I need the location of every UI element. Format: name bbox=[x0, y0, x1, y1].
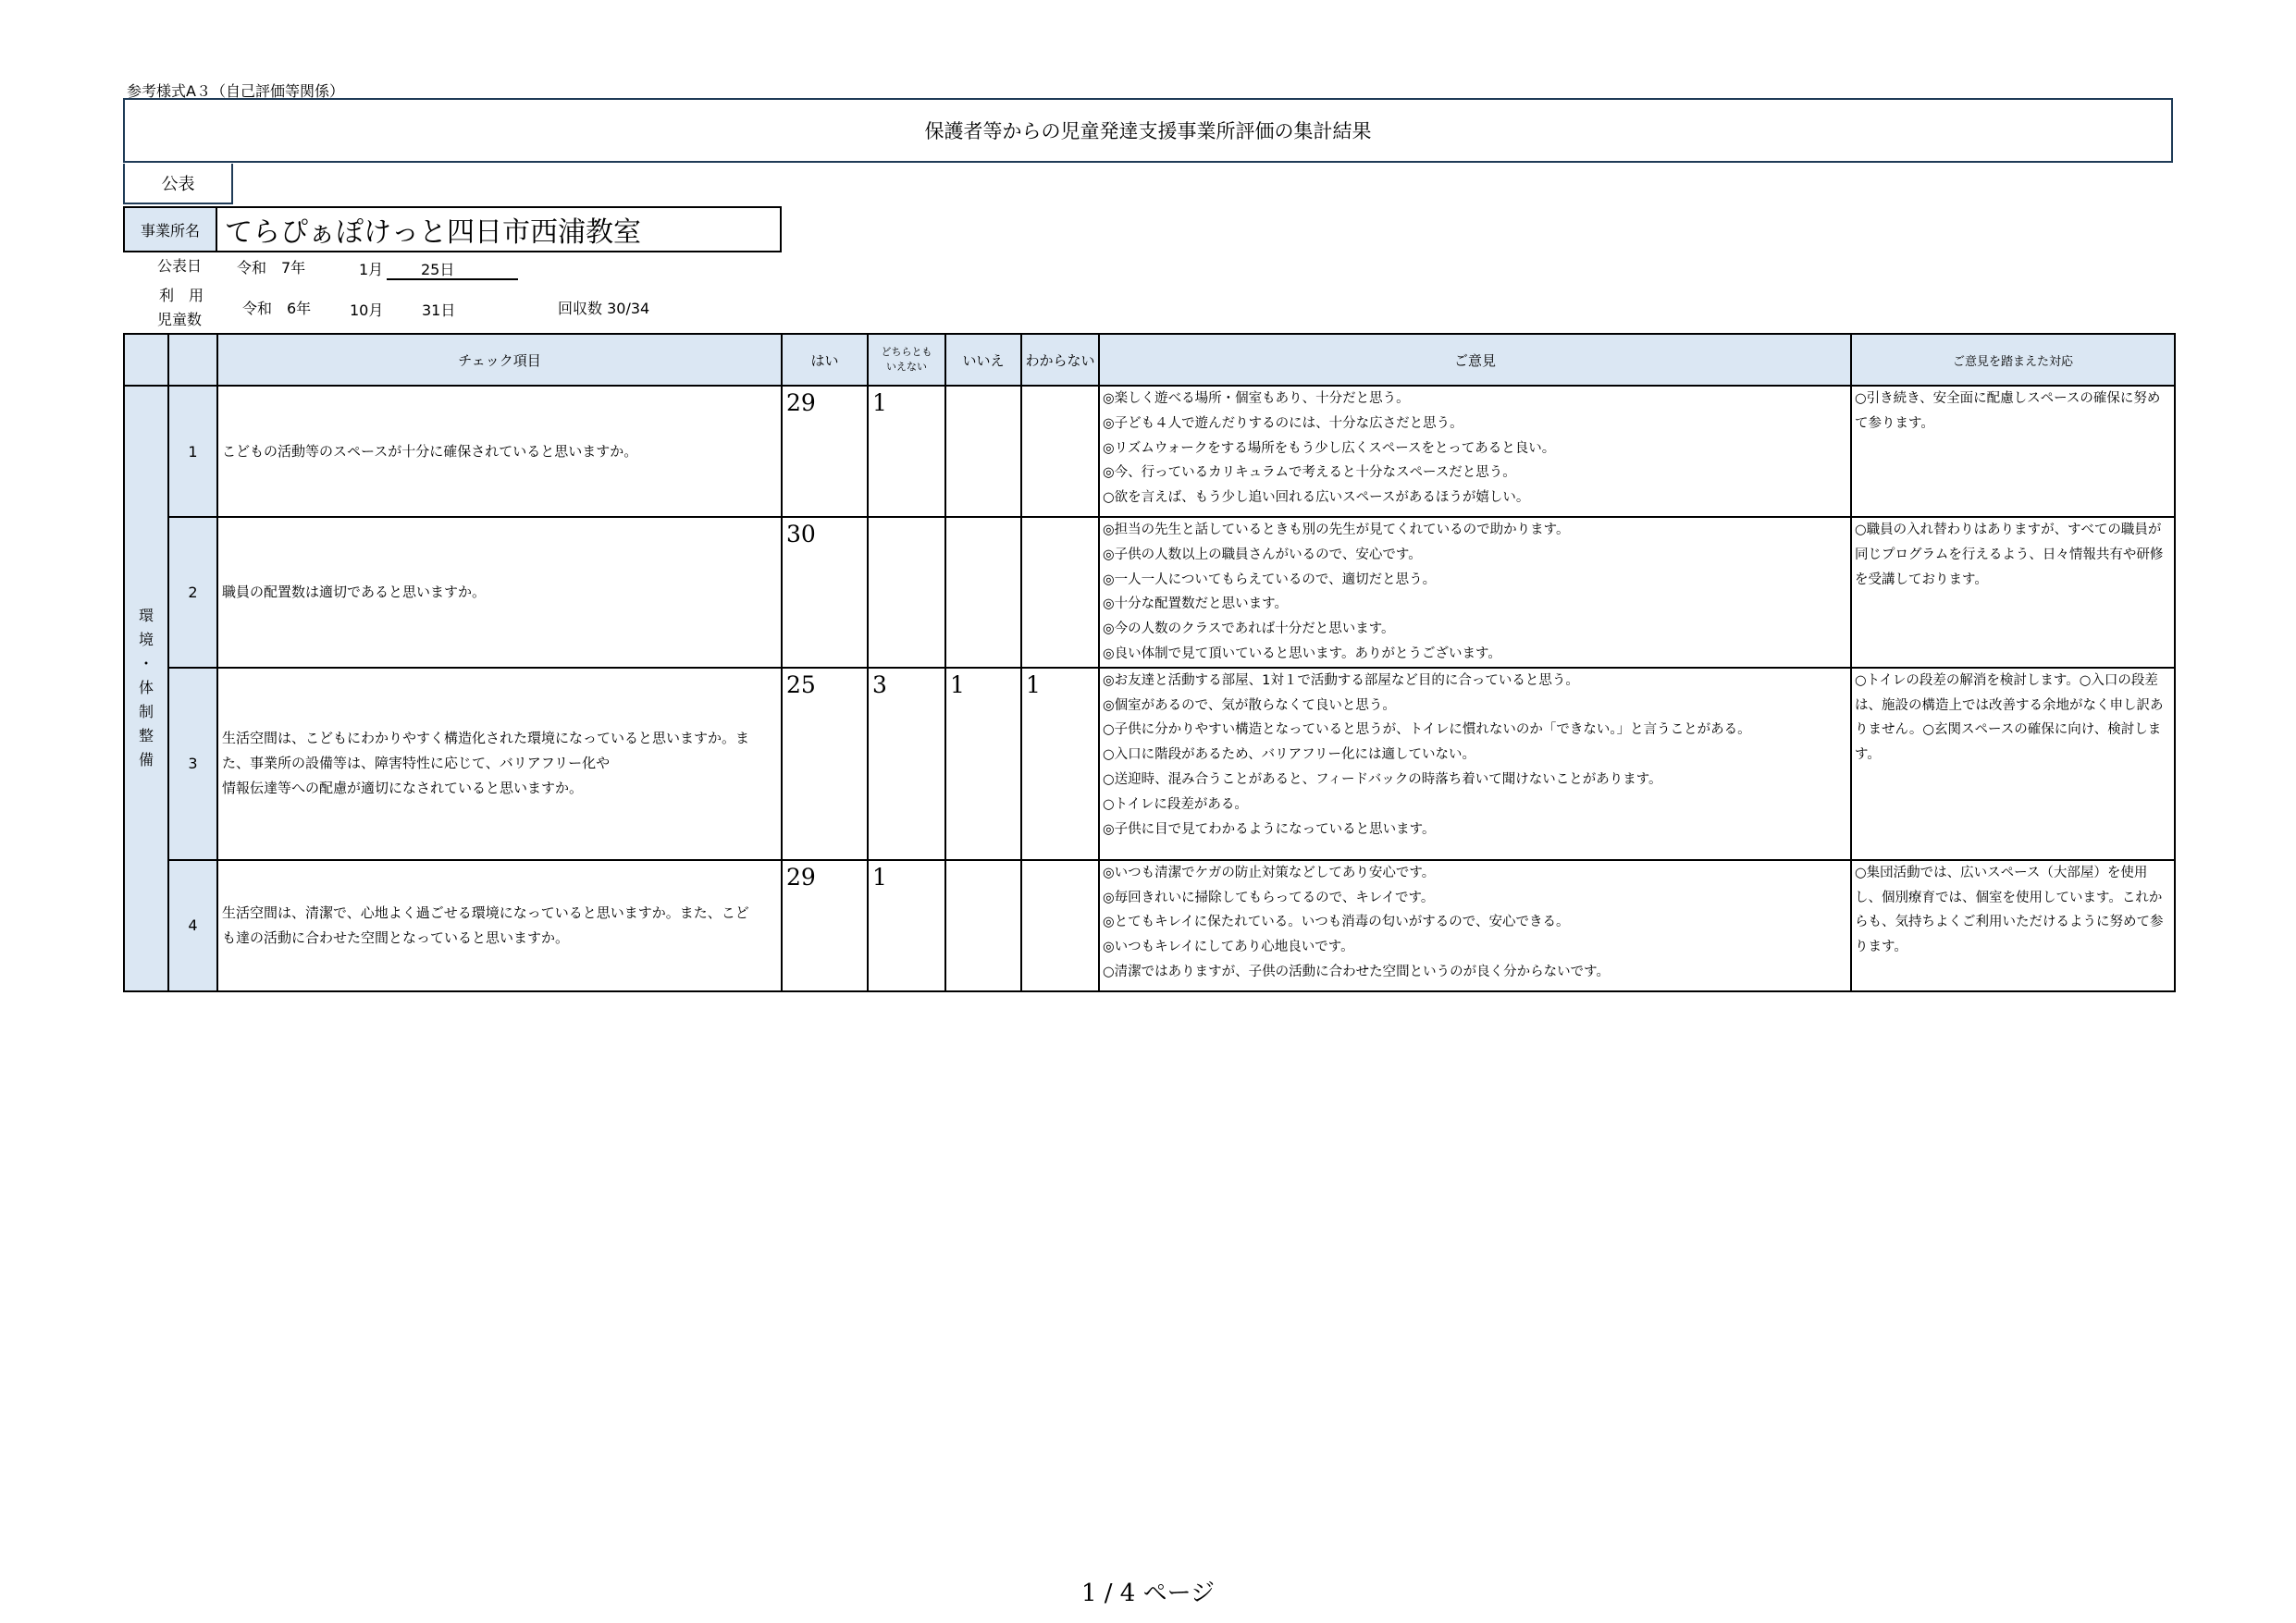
category-char: ・ bbox=[138, 655, 154, 673]
table-row bbox=[124, 517, 2175, 668]
category-char: 環 bbox=[138, 607, 154, 625]
office-name: てらぴぁぽけっと四日市西浦教室 bbox=[217, 206, 782, 252]
opinion-line: ◎担当の先生と話しているときも別の先生が見てくれているので助かります。 bbox=[1103, 523, 1570, 537]
opinion-line: ◎子ども４人で遊んだりするのには、十分な広さだと思う。 bbox=[1103, 415, 1463, 431]
opinion-line: ◎子供に目で見てわかるようになっていると思います。 bbox=[1103, 821, 1436, 837]
opinion-line: ◎十分な配置数だと思います。 bbox=[1103, 596, 1288, 612]
users-label-2: 児童数 bbox=[157, 311, 203, 328]
header-yes: はい bbox=[782, 334, 868, 386]
opinion-line: ◎良い体制で見て頂いていると思います。ありがとうございます。 bbox=[1103, 646, 1501, 661]
question-text bbox=[217, 386, 782, 517]
category-environment bbox=[124, 386, 168, 991]
row-number: 3 bbox=[168, 668, 217, 860]
opinions-cell bbox=[1099, 386, 1851, 517]
publish-year: 7年 bbox=[281, 259, 306, 277]
users-day: 31日 bbox=[422, 301, 456, 319]
category-char: 備 bbox=[138, 751, 154, 769]
publish-date-label: 公表日 bbox=[157, 257, 203, 275]
unknown-count bbox=[1021, 517, 1099, 668]
unknown-count: 1 bbox=[1021, 668, 1099, 860]
users-era: 令和 bbox=[242, 300, 273, 317]
row-number: 1 bbox=[168, 386, 217, 517]
form-label: 参考様式A３（自己評価等関係） bbox=[127, 82, 344, 100]
yes-count: 29 bbox=[782, 386, 868, 517]
opinion-line: ◎毎回きれいに掃除してもらってるので、キレイです。 bbox=[1103, 890, 1435, 905]
header-responses: ご意見を踏まえた対応 bbox=[1851, 334, 2175, 386]
opinion-line: ◎楽しく遊べる場所・個室もあり、十分だと思う。 bbox=[1103, 391, 1410, 406]
question-line: 情報伝達等への配慮が適切になされていると思いますか。 bbox=[222, 780, 584, 797]
yes-count: 30 bbox=[782, 517, 868, 668]
header-unknown: わからない bbox=[1021, 334, 1099, 386]
neither-count: 1 bbox=[868, 386, 945, 517]
publish-era: 令和 bbox=[237, 259, 267, 277]
page-number: 1 / 4 ページ bbox=[1080, 1580, 1216, 1607]
header-neither-line1: どちらとも bbox=[881, 346, 932, 358]
neither-count: 1 bbox=[868, 860, 945, 991]
opinion-line: ◎今、行っているカリキュラムで考えると十分なスペースだと思う。 bbox=[1103, 465, 1516, 481]
question-text bbox=[217, 860, 782, 991]
question-line: こどもの活動等のスペースが十分に確保されていると思いますか。 bbox=[222, 442, 638, 460]
opinion-line: ◎今の人数のクラスであれば十分だと思います。 bbox=[1103, 621, 1395, 637]
opinions-cell bbox=[1099, 860, 1851, 991]
response-cell bbox=[1851, 386, 2175, 517]
opinion-line: ◎いつもキレイにしてあり心地良いです。 bbox=[1103, 940, 1354, 955]
category-char: 整 bbox=[138, 727, 154, 745]
opinion-line: ◎子供の人数以上の職員さんがいるので、安心です。 bbox=[1103, 547, 1422, 562]
publish-day: 25日 bbox=[421, 261, 455, 278]
question-text bbox=[217, 517, 782, 668]
response-text: ○職員の入れ替わりはありますが、すべての職員が同じプログラムを行えるよう、日々情報共有や研修を受講しております。 bbox=[1855, 523, 2164, 587]
opinion-line: ◎いつも清潔でケガの防止対策などしてあり安心です。 bbox=[1103, 865, 1436, 880]
opinion-line: ○送迎時、混み合うことがあると、フィードバックの時落ち着いて聞けないことがあります。 bbox=[1103, 771, 1662, 787]
opinion-line: ○清潔ではありますが、子供の活動に合わせた空間というのが良く分からないです。 bbox=[1103, 964, 1610, 979]
response-cell bbox=[1851, 668, 2175, 860]
category-char: 制 bbox=[138, 703, 154, 721]
users-label-1: 利 用 bbox=[159, 287, 204, 304]
office-label: 事業所名 bbox=[123, 206, 217, 252]
opinion-line: ◎一人一人についてもらえているので、適切だと思う。 bbox=[1103, 572, 1437, 587]
publish-month: 1月 bbox=[359, 261, 384, 278]
opinion-line: ○欲を言えば、もう少し追い回れる広いスペースがあるほうが嬉しい。 bbox=[1103, 490, 1530, 506]
no-count: 1 bbox=[945, 668, 1021, 860]
opinions-cell bbox=[1099, 668, 1851, 860]
header-item: チェック項目 bbox=[217, 334, 782, 386]
kohyo-label: 公表 bbox=[123, 164, 233, 204]
row-number: 2 bbox=[168, 517, 217, 668]
header-blank-category bbox=[124, 334, 168, 386]
opinion-line: ○子供に分かりやすい構造となっていると思うが、トイレに慣れないのか「できない。」と言うことがある。 bbox=[1103, 722, 1751, 738]
table-row bbox=[124, 668, 2175, 860]
header-no: いいえ bbox=[945, 334, 1021, 386]
response-cell bbox=[1851, 517, 2175, 668]
question-line: も達の活動に合わせた空間となっていると思いますか。 bbox=[222, 928, 570, 946]
opinion-line: ○トイレに段差がある。 bbox=[1103, 796, 1248, 812]
row-number: 4 bbox=[168, 860, 217, 991]
question-line: 生活空間は、こどもにわかりやすく構造化された環境になっていると思いますか。ま bbox=[222, 730, 750, 747]
yes-count: 29 bbox=[782, 860, 868, 991]
opinion-line: ◎個室があるので、気が散らなくて良いと思う。 bbox=[1103, 697, 1396, 713]
response-text: ○トイレの段差の解消を検討します。○入口の段差は、施設の構造上では改善する余地がなく申し訳ありません。○玄関スペースの確保に向け、検討します。 bbox=[1855, 672, 2164, 763]
opinion-line: ◎リズムウォークをする場所をもう少し広くスペースをとってあると良い。 bbox=[1103, 440, 1556, 456]
opinion-line: ◎お友達と活動する部屋、1対１で活動する部屋など目的に合っていると思う。 bbox=[1103, 672, 1579, 688]
opinions-cell bbox=[1099, 517, 1851, 668]
header-blank-number bbox=[168, 334, 217, 386]
neither-count: 3 bbox=[868, 668, 945, 860]
header-neither bbox=[868, 334, 945, 386]
question-line: た、事業所の設備等は、障害特性に応じて、バリアフリー化や bbox=[222, 755, 611, 772]
category-char: 境 bbox=[138, 631, 154, 649]
collection-count: 回収数 30/34 bbox=[558, 300, 650, 317]
users-year: 6年 bbox=[287, 300, 312, 317]
neither-count bbox=[868, 517, 945, 668]
category-char: 体 bbox=[138, 679, 154, 697]
question-line: 生活空間は、清潔で、心地よく過ごせる環境になっていると思いますか。また、こど bbox=[222, 904, 749, 921]
no-count bbox=[945, 860, 1021, 991]
table-row bbox=[124, 386, 2175, 517]
date-underline bbox=[387, 278, 518, 280]
table-header-row bbox=[124, 334, 2175, 386]
yes-count: 25 bbox=[782, 668, 868, 860]
no-count bbox=[945, 386, 1021, 517]
no-count bbox=[945, 517, 1021, 668]
unknown-count bbox=[1021, 386, 1099, 517]
header-neither-line2: いえない bbox=[886, 361, 927, 373]
unknown-count bbox=[1021, 860, 1099, 991]
users-month: 10月 bbox=[350, 301, 384, 319]
header-opinions: ご意見 bbox=[1099, 334, 1851, 386]
response-text: ○引き続き、安全面に配慮しスペースの確保に努めて参ります。 bbox=[1855, 391, 2161, 431]
question-line: 職員の配置数は適切であると思いますか。 bbox=[222, 583, 487, 600]
response-text: ○集団活動では、広いスペース（大部屋）を使用し、個別療育では、個室を使用しています。これからも、気持ちよくご利用いただけるように努めて参ります。 bbox=[1855, 865, 2164, 955]
table-row bbox=[124, 860, 2175, 991]
opinion-line: ◎とてもキレイに保たれている。いつも消毒の匂いがするので、安心できる。 bbox=[1103, 915, 1570, 930]
response-cell bbox=[1851, 860, 2175, 991]
question-text bbox=[217, 668, 782, 860]
evaluation-table bbox=[123, 333, 2176, 992]
page-title: 保護者等からの児童発達支援事業所評価の集計結果 bbox=[123, 98, 2173, 163]
opinion-line: ○入口に階段があるため、バリアフリー化には適していない。 bbox=[1103, 747, 1475, 763]
